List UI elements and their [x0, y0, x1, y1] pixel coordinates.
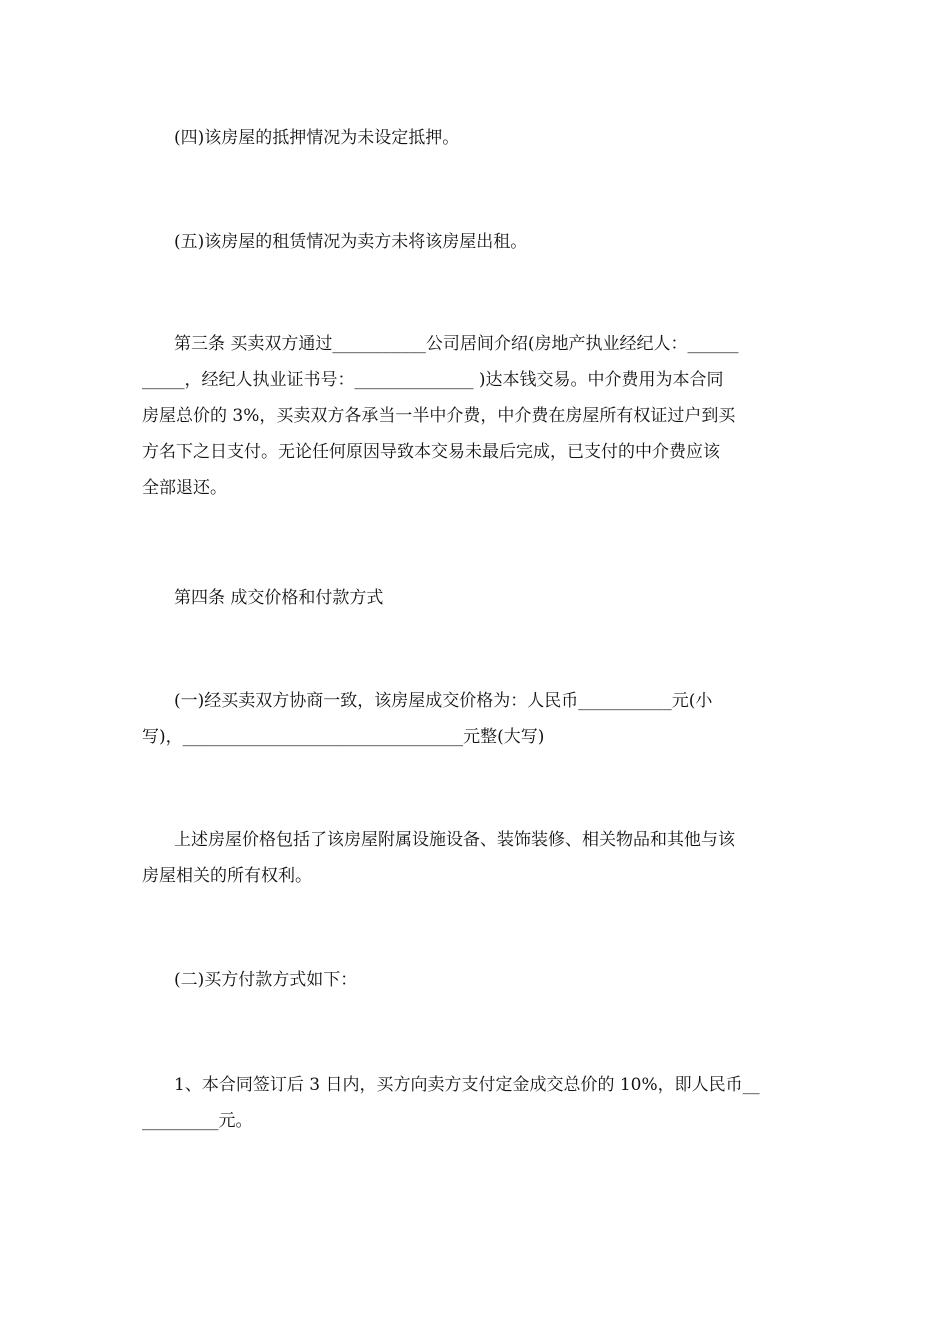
paragraph-line: _____，经纪人执业证书号：______________ )达本钱交易。中介费用为本合同 — [142, 370, 724, 390]
payment-item-deposit — [142, 1067, 812, 1139]
paragraph-line: _________元。 — [142, 1111, 253, 1131]
price-inclusion-note — [142, 822, 812, 894]
paragraph-line: (二)买方付款方式如下： — [174, 970, 358, 990]
clause-transaction-price — [142, 683, 812, 755]
paragraph-line: (四)该房屋的抵押情况为未设定抵押。 — [174, 128, 460, 148]
clause-lease-status — [142, 224, 812, 260]
paragraph-line: 房屋总价的 3%，买卖双方各承当一半中介费，中介费在房屋所有权证过户到买 — [142, 406, 736, 426]
clause-payment-method — [142, 962, 812, 998]
paragraph-line: 上述房屋价格包括了该房屋附属设施设备、装饰装修、相关物品和其他与该 — [174, 830, 735, 850]
article-three-brokerage — [142, 326, 812, 506]
paragraph-line: 第三条 买卖双方通过___________公司居间介绍(房地产执业经纪人：______ — [174, 334, 739, 354]
article-four-heading — [142, 580, 812, 616]
paragraph-line: 写)，_________________________________元整(大写) — [142, 727, 545, 747]
clause-mortgage-status — [142, 120, 812, 156]
paragraph-line: 第四条 成交价格和付款方式 — [174, 588, 384, 608]
paragraph-line: 房屋相关的所有权利。 — [142, 866, 312, 886]
paragraph-line: (五)该房屋的租赁情况为卖方未将该房屋出租。 — [174, 232, 528, 252]
paragraph-line: 方名下之日支付。无论任何原因导致本交易未最后完成，已支付的中介费应该 — [142, 442, 720, 462]
paragraph-line: (一)经买卖双方协商一致，该房屋成交价格为：人民币___________元(小 — [174, 691, 713, 711]
paragraph-line: 全部退还。 — [142, 478, 227, 498]
paragraph-line: 1、本合同签订后 3 日内，买方向卖方支付定金成交总价的 10%，即人民币__ — [174, 1075, 760, 1095]
